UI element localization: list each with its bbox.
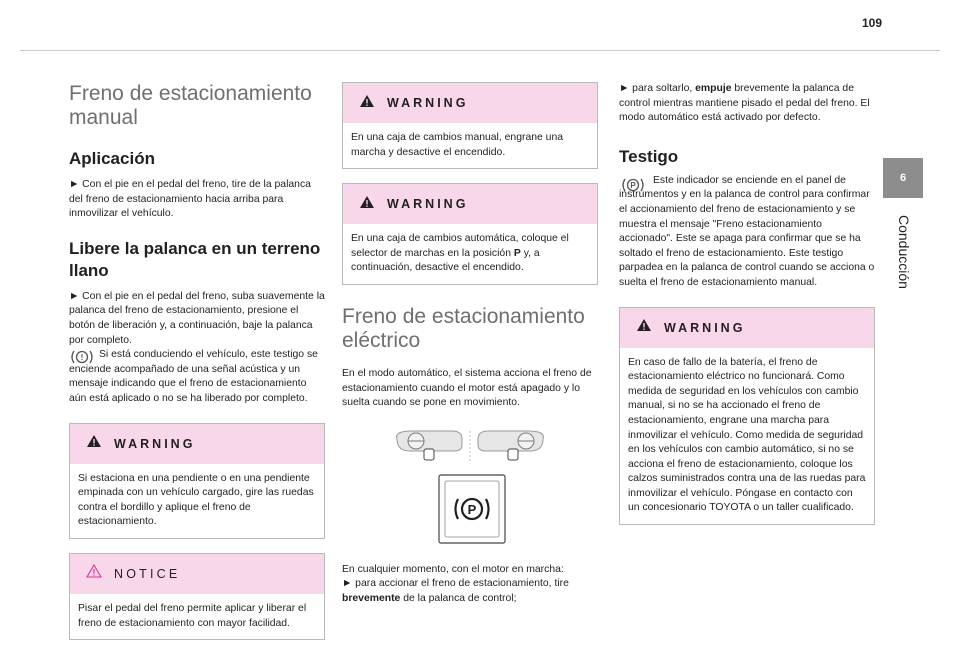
warning-text (351, 232, 589, 276)
warning-label: WARNING (387, 197, 469, 212)
parking-brake-button (439, 475, 505, 543)
warning-icon (359, 94, 375, 113)
warning-text: En una caja de cambios manual, engrane una marcha y desactive el encendido. (351, 132, 563, 158)
warning-text-part: y, a continuación, desactive el encendido. (351, 247, 540, 274)
column-1 (69, 82, 325, 654)
text-release-part: ► para soltarlo, (619, 83, 696, 94)
svg-text:P: P (630, 180, 636, 190)
gear-position-p: P (513, 247, 521, 259)
section-title-manual-brake: Freno de estacionamiento manual (69, 82, 312, 129)
testigo-paragraph (619, 174, 875, 291)
svg-text:!: ! (80, 353, 84, 363)
section-title-electric-brake: Freno de estacionamiento eléctrico (342, 304, 585, 352)
text-release-part: brevemente la palanca de control mientras mantiene pisado el pedal del freno. El modo automático está activado por defecto. (619, 83, 870, 124)
indicator-paragraph (69, 348, 325, 406)
electric-brake-illustration (342, 419, 598, 555)
text-apply-part: de la palanca de control; (400, 592, 517, 604)
warning-icon (636, 318, 652, 337)
warning-text: Si estaciona en una pendiente o en una pendiente empinada con un vehículo cargado, gire las ruedas contra el bordillo y aplique el freno de estacionamiento. (78, 472, 314, 528)
text-intro: En el modo automático, el sistema acciona el freno de estacionamiento cuando el motor está apagado y lo suelta cuando se pone en movimiento. (342, 367, 592, 409)
parking-brake-indicator-icon (619, 176, 647, 199)
warning-text: En caso de fallo de la batería, el freno de estacionamiento eléctrico no funcionará. Como medida de seguridad en los vehículos con cambio manual, si no se ha accionado el freno de estacionamiento, engrane una marcha para inmovilizar el vehículo. Como medida de seguridad en los vehículos con cambio automático, si no se acciona el freno de estacionamiento, coloque los calzos suministrados contra una de las ruedas para inmovilizar el vehículo. Póngase en contacto con un concesionario TOYOTA o un taller cualificado. (628, 356, 866, 514)
warning-label: WARNING (387, 96, 469, 110)
text-release (619, 82, 875, 126)
warning-icon (86, 434, 102, 453)
warning-label: WARNING (664, 320, 746, 335)
page-number: 109 (861, 16, 882, 30)
notice-box (69, 553, 325, 640)
notice-header (70, 554, 324, 594)
steering-wheel-left (397, 431, 462, 460)
column-2 (342, 82, 598, 607)
warning-box (69, 423, 325, 539)
text-apply-part: ► para accionar el freno de estacionamiento, tire (342, 578, 569, 590)
warning-box (342, 82, 598, 169)
warning-box (342, 183, 598, 285)
text-testigo: Este indicador se enciende en el panel de instrumentos y en la palanca de control para confirmar el accionamiento del freno de estacionamiento y se muestra el mensaje "Freno estacionamiento accionado". Este se apaga para confirmar que se ha soltado el freno de estacionamiento. Este testigo parpadea en la palanca de control cuando se acciona o suelta el freno de estacionamiento manual. (619, 174, 875, 288)
chapter-number: 6 (899, 172, 907, 184)
warning-header (343, 184, 597, 224)
warning-header (620, 308, 874, 348)
text-release-bold: empuje (695, 83, 732, 94)
chapter-label (886, 215, 922, 305)
column-3 (619, 82, 875, 539)
notice-label: NOTICE (114, 566, 181, 581)
text-libere: ► Con el pie en el pedal del freno, suba suavemente la palanca del freno de estacionamiento, presione el botón de liberación y, a continuación, baje la palanca por completo. (69, 290, 325, 346)
chapter-tab[interactable] (883, 158, 923, 198)
heading-testigo: Testigo (619, 146, 679, 166)
chapter-title: Conducción (896, 215, 912, 289)
svg-text:P: P (467, 501, 477, 517)
text-aplicacion: ► Con el pie en el pedal del freno, tire de la palanca del freno de estacionamiento hacia arriba para inmovilizar el vehículo. (69, 179, 311, 220)
warning-header (70, 424, 324, 464)
text-apply (342, 577, 598, 606)
warning-text-part: En una caja de cambios automática, coloque el selector de marchas en la posición (351, 233, 569, 259)
text-apply-bold: brevemente (342, 592, 401, 604)
warning-icon (359, 195, 375, 214)
warning-header (343, 83, 597, 123)
notice-text: Pisar el pedal del freno permite aplicar y liberar el freno de estacionamiento con mayor facilidad. (78, 602, 307, 629)
heading-aplicacion: Aplicación (69, 149, 155, 168)
notice-icon (86, 564, 102, 583)
header-rule (20, 50, 940, 51)
warning-label: WARNING (114, 436, 196, 451)
text-engine-running: En cualquier momento, con el motor en marcha: (342, 563, 564, 575)
steering-wheel-right (478, 431, 543, 460)
warning-box (619, 307, 875, 526)
heading-libere: Libere la palanca en un terreno llano (69, 238, 321, 280)
text-indicator: Si está conduciendo el vehículo, este testigo se enciende acompañado de una señal acústica y un mensaje indicando que el freno de estacionamiento aún está aplicado o no se ha liberado por completo. (69, 349, 318, 404)
